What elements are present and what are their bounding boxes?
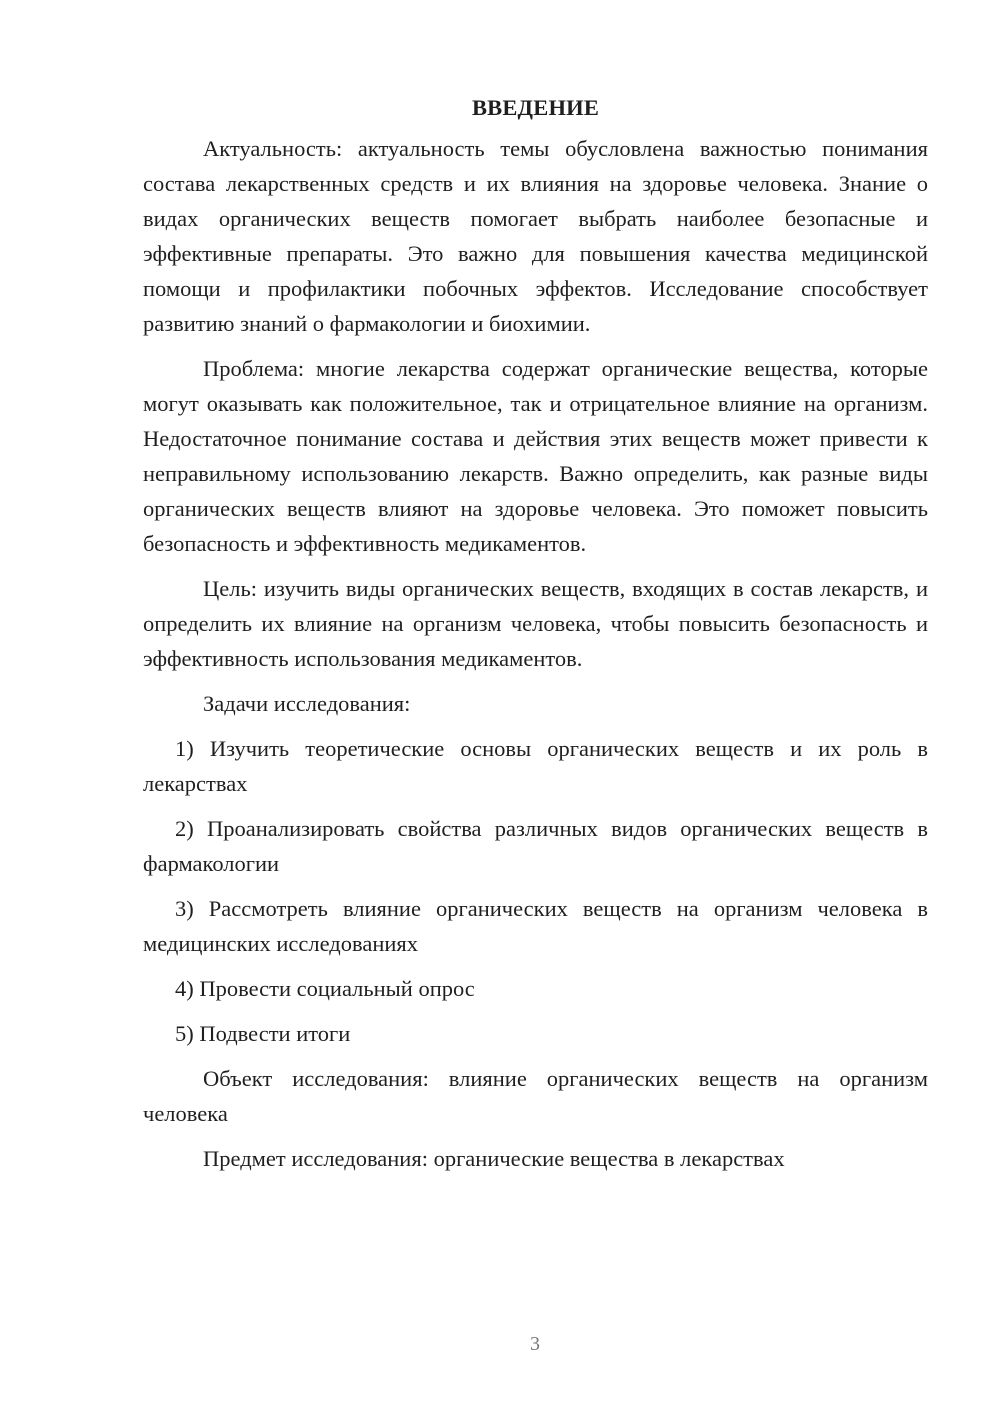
list-item: 3) Рассмотреть влияние органических веществ на организм человека в медицинских исследованиях: [143, 896, 928, 956]
list-item: 5) Подвести итоги: [175, 1021, 351, 1046]
research-object-paragraph: Объект исследования: влияние органических веществ на организм человека: [143, 1066, 928, 1126]
relevance-paragraph: Актуальность: актуальность темы обусловлена важностью понимания состава лекарственных средств и их влияния на здоровье человека. Знание о видах органических веществ помогает выбрать наиболее безопасные и эффективные препараты. Это важно для повышения качества медицинской помощи и профилактики побочных эффектов. Исследование способствует развитию знаний о фармакологии и биохимии.: [143, 136, 928, 336]
list-item: 4) Провести социальный опрос: [175, 976, 475, 1001]
goal-paragraph: Цель: изучить виды органических веществ, входящих в состав лекарств, и определить их влияние на организм человека, чтобы повысить безопасность и эффективность использования медикаментов.: [143, 576, 928, 671]
problem-paragraph: Проблема: многие лекарства содержат органические вещества, которые могут оказывать как положительное, так и отрицательное влияние на организм. Недостаточное понимание состава и действия этих веществ может привести к неправильному использованию лекарств. Важно определить, как разные виды органических веществ влияют на здоровье человека. Это поможет повысить безопасность и эффективность медикаментов.: [143, 356, 928, 556]
document-page: [143, 90, 928, 1186]
list-item: 2) Проанализировать свойства различных видов органических веществ в фармакологии: [143, 816, 928, 876]
tasks-intro: Задачи исследования:: [203, 691, 411, 716]
section-heading: ВВЕДЕНИЕ: [471, 95, 600, 120]
research-subject-paragraph: Предмет исследования: органические вещества в лекарствах: [203, 1146, 785, 1171]
list-item: 1) Изучить теоретические основы органических веществ и их роль в лекарствах: [143, 736, 928, 796]
tasks-list: [143, 731, 928, 1051]
page-number: 3: [530, 1333, 540, 1355]
